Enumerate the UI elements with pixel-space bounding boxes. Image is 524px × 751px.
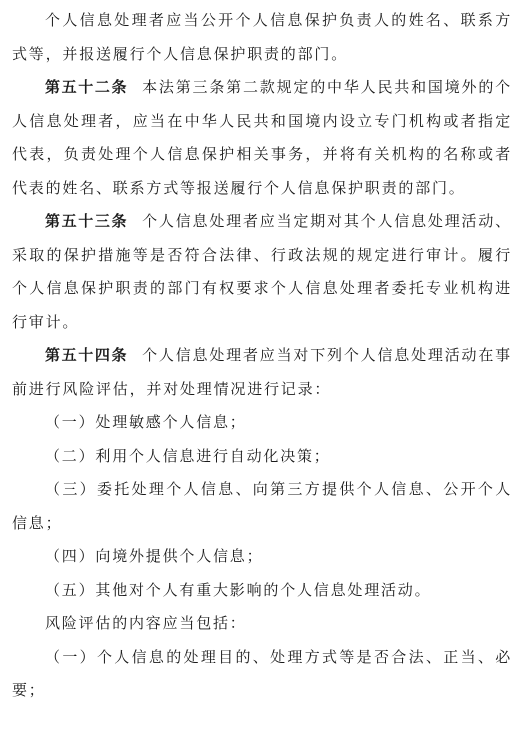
paragraph-text: 个人信息处理者应当公开个人信息保护负责人的姓名、联系方式等，并报送履行个人信息保护职责的部门。 xyxy=(12,11,512,63)
list-item-entrust-provide-disclose xyxy=(12,473,512,540)
list-item-purpose-lawful xyxy=(12,641,512,708)
paragraph-assessment-content-intro xyxy=(12,607,512,641)
article-53 xyxy=(12,205,512,339)
article-52 xyxy=(12,71,512,205)
list-item-text: （三）委托处理个人信息、向第三方提供个人信息、公开个人信息； xyxy=(12,480,512,532)
list-item-text: （四）向境外提供个人信息； xyxy=(45,547,264,565)
list-item-text: （五）其他对个人有重大影响的个人信息处理活动。 xyxy=(45,580,432,599)
list-item-other-major-impact xyxy=(12,574,512,608)
article-54 xyxy=(12,339,512,406)
list-item-cross-border xyxy=(12,540,512,574)
paragraph-text: 风险评估的内容应当包括： xyxy=(45,614,247,632)
article-text: 个人信息处理者应当对下列个人信息处理活动在事前进行风险评估，并对处理情况进行记录： xyxy=(12,346,512,398)
list-item-text: （二）利用个人信息进行自动化决策； xyxy=(45,446,331,465)
article-text: 本法第三条第二款规定的中华人民共和国境外的个人信息处理者，应当在中华人民共和国境内设立专门机构或者指定代表，负责处理个人信息保护相关事务，并将有关机构的名称或者代表的姓名、联系方式等报送履行个人信息保护职责的部门。 xyxy=(12,78,512,197)
list-item-text: （一）处理敏感个人信息； xyxy=(45,413,247,431)
document-page xyxy=(12,4,512,708)
article-text: 个人信息处理者应当定期对其个人信息处理活动、采取的保护措施等是否符合法律、行政法规的规定进行审计。履行个人信息保护职责的部门有权要求个人信息处理者委托专业机构进行审计。 xyxy=(12,212,512,331)
article-number: 第五十二条 xyxy=(45,78,129,96)
paragraph-contact-disclosure xyxy=(12,4,512,71)
article-number: 第五十四条 xyxy=(45,346,129,364)
list-item-sensitive-info xyxy=(12,406,512,440)
article-number: 第五十三条 xyxy=(45,212,129,230)
list-item-text: （一）个人信息的处理目的、处理方式等是否合法、正当、必要； xyxy=(12,647,512,699)
list-item-automated-decision xyxy=(12,440,512,474)
